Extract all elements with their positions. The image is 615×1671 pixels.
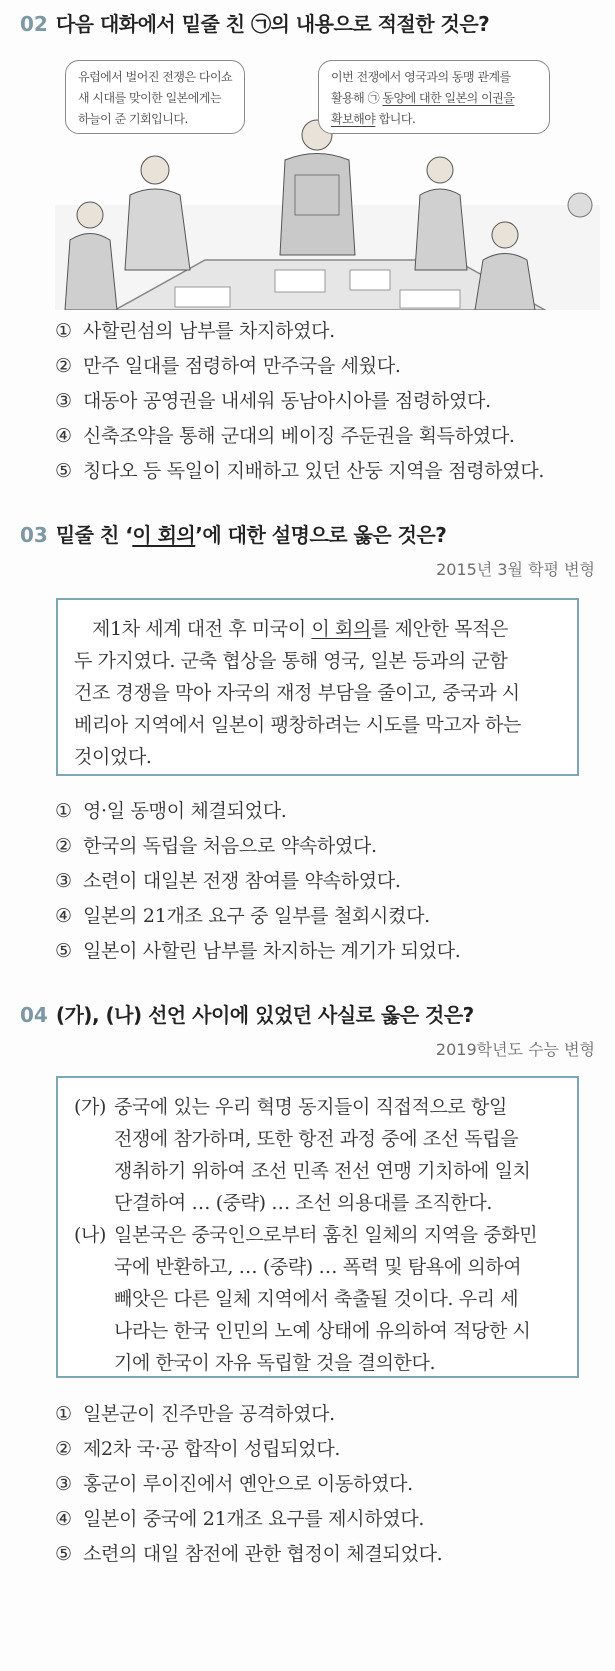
answer-option[interactable] [55, 386, 600, 421]
bubble-right-line: 이번 전쟁에서 영국과의 동맹 관계를 [331, 70, 511, 84]
question-number: 02 [20, 12, 48, 36]
answer-option[interactable] [55, 421, 600, 456]
underlined-text: 이 회의 [132, 523, 196, 547]
passage-line: 나라는 한국 인민의 노예 상태에 유의하여 적당한 시 [114, 1320, 531, 1342]
option-mark: ④ [55, 425, 72, 447]
answer-options-q04 [55, 1399, 600, 1574]
passage-line: 일본국은 중국인으로부터 훔친 일체의 지역을 중화민 [114, 1224, 538, 1246]
passage-na [74, 1220, 567, 1380]
passage-line: 것이었다. [74, 746, 152, 768]
option-text: 신축조약을 통해 군대의 베이징 주둔권을 획득하였다. [83, 425, 515, 447]
answer-option[interactable] [55, 936, 600, 971]
option-mark: ③ [55, 390, 72, 412]
option-text: 제2차 국·공 합작이 성립되었다. [83, 1438, 341, 1460]
passage-line: 중국에 있는 우리 혁명 동지들이 직접적으로 항일 [114, 1096, 507, 1118]
question-title: (가), (나) 선언 사이에 있었던 사실로 옳은 것은? [55, 1003, 474, 1027]
question-title: 다음 대화에서 밑줄 친 ㉠의 내용으로 적절한 것은? [55, 12, 490, 36]
option-text: 사할린섬의 남부를 차지하였다. [83, 320, 335, 342]
option-text: 일본의 21개조 요구 중 일부를 철회시켰다. [83, 905, 430, 927]
question-04-header [20, 999, 595, 1028]
source-passage-box [56, 598, 579, 776]
option-text: 칭다오 등 독일이 지배하고 있던 산둥 지역을 점령하였다. [83, 460, 545, 482]
answer-option[interactable] [55, 796, 600, 831]
option-mark: ② [55, 355, 72, 377]
passage-text: 를 제안한 목적은 [370, 618, 508, 640]
option-mark: ① [55, 1403, 72, 1425]
passage-line: 두 가지였다. 군축 협상을 통해 영국, 일본 등과의 군함 [74, 650, 508, 672]
answer-options-q02 [55, 316, 600, 491]
answer-option[interactable] [55, 1469, 600, 1504]
answer-option[interactable] [55, 1504, 600, 1539]
passage-text: 제1차 세계 대전 후 미국이 [92, 618, 312, 640]
question-number: 04 [20, 1003, 48, 1027]
underlined-text: 이 회의 [311, 618, 371, 640]
bubble-right-line [331, 109, 537, 130]
option-mark: ④ [55, 905, 72, 927]
passage-label: (나) [74, 1224, 106, 1246]
answer-option[interactable] [55, 351, 600, 386]
passage-line [74, 614, 563, 646]
passage-line: 베리아 지역에서 일본이 팽창하려는 시도를 막고자 하는 [74, 714, 521, 736]
answer-option[interactable] [55, 866, 600, 901]
answer-options-q03 [55, 796, 600, 971]
source-passage-box [56, 1076, 579, 1378]
passage-line: 기에 한국이 자유 독립할 것을 결의한다. [114, 1352, 436, 1374]
option-text: 대동아 공영권을 내세워 동남아시아를 점령하였다. [83, 390, 491, 412]
question-title: 밑줄 친 ‘ [55, 523, 133, 547]
bubble-text: 합니다. [375, 112, 416, 126]
bubble-left-line: 유럽에서 벌어진 전쟁은 다이쇼 [78, 70, 233, 84]
question-source: 2015년 3월 학평 변형 [436, 560, 595, 579]
passage-line: 쟁취하기 위하여 조선 민족 전선 연맹 기치하에 일치 [114, 1160, 531, 1182]
option-mark: ① [55, 320, 72, 342]
speech-bubble-left [65, 60, 245, 134]
option-text: 일본군이 진주만을 공격하였다. [83, 1403, 335, 1425]
passage-label: (가) [74, 1096, 106, 1118]
option-text: 영·일 동맹이 체결되었다. [83, 800, 287, 822]
question-02-header [20, 8, 595, 37]
question-title: ’에 대한 설명으로 옳은 것은? [195, 523, 447, 547]
meeting-illustration [55, 55, 600, 310]
option-mark: ⑤ [55, 460, 72, 482]
option-text: 만주 일대를 점령하여 만주국을 세웠다. [83, 355, 401, 377]
option-mark: ③ [55, 870, 72, 892]
option-mark: ③ [55, 1473, 72, 1495]
answer-option[interactable] [55, 1434, 600, 1469]
passage-line: 건조 경쟁을 막아 자국의 재정 부담을 줄이고, 중국과 시 [74, 682, 520, 704]
speech-bubble-right [318, 60, 550, 134]
option-text: 소련이 대일본 전쟁 참여를 약속하였다. [83, 870, 401, 892]
option-text: 홍군이 루이진에서 옌안으로 이동하였다. [83, 1473, 413, 1495]
option-mark: ⑤ [55, 1543, 72, 1565]
bubble-right-line [331, 88, 537, 109]
bubble-text: 활용해 ㉠ [331, 91, 383, 105]
option-text: 일본이 사할린 남부를 차지하는 계기가 되었다. [83, 940, 461, 962]
question-number: 03 [20, 523, 48, 547]
option-text: 일본이 중국에 21개조 요구를 제시하였다. [83, 1508, 425, 1530]
option-text: 소련의 대일 참전에 관한 협정이 체결되었다. [83, 1543, 443, 1565]
option-text: 한국의 독립을 처음으로 약속하였다. [83, 835, 377, 857]
passage-line: 전쟁에 참가하며, 또한 항전 과정 중에 조선 독립을 [114, 1128, 519, 1150]
passage-ga [74, 1092, 567, 1220]
underlined-text: 동양에 대한 일본의 이권을 [382, 91, 515, 105]
option-mark: ① [55, 800, 72, 822]
underlined-text: 확보해야 [331, 112, 376, 126]
bubble-left-line: 새 시대를 맞이한 일본에게는 [78, 91, 222, 105]
passage-line: 빼앗은 다른 일체 지역에서 축출될 것이다. 우리 세 [114, 1288, 519, 1310]
option-mark: ② [55, 1438, 72, 1460]
answer-option[interactable] [55, 1399, 600, 1434]
passage-line: 단결하여 … (중략) … 조선 의용대를 조직한다. [114, 1192, 492, 1214]
question-source: 2019학년도 수능 변형 [435, 1040, 595, 1059]
option-mark: ② [55, 835, 72, 857]
answer-option[interactable] [55, 901, 600, 936]
option-mark: ⑤ [55, 940, 72, 962]
answer-option[interactable] [55, 1539, 600, 1574]
answer-option[interactable] [55, 831, 600, 866]
passage-line: 국에 반환하고, … (중략) … 폭력 및 탐욕에 의하여 [114, 1256, 522, 1278]
answer-option[interactable] [55, 316, 600, 351]
option-mark: ④ [55, 1508, 72, 1530]
question-03-header [20, 519, 595, 548]
answer-option[interactable] [55, 456, 600, 491]
bubble-left-line: 하늘이 준 기회입니다. [78, 112, 188, 126]
